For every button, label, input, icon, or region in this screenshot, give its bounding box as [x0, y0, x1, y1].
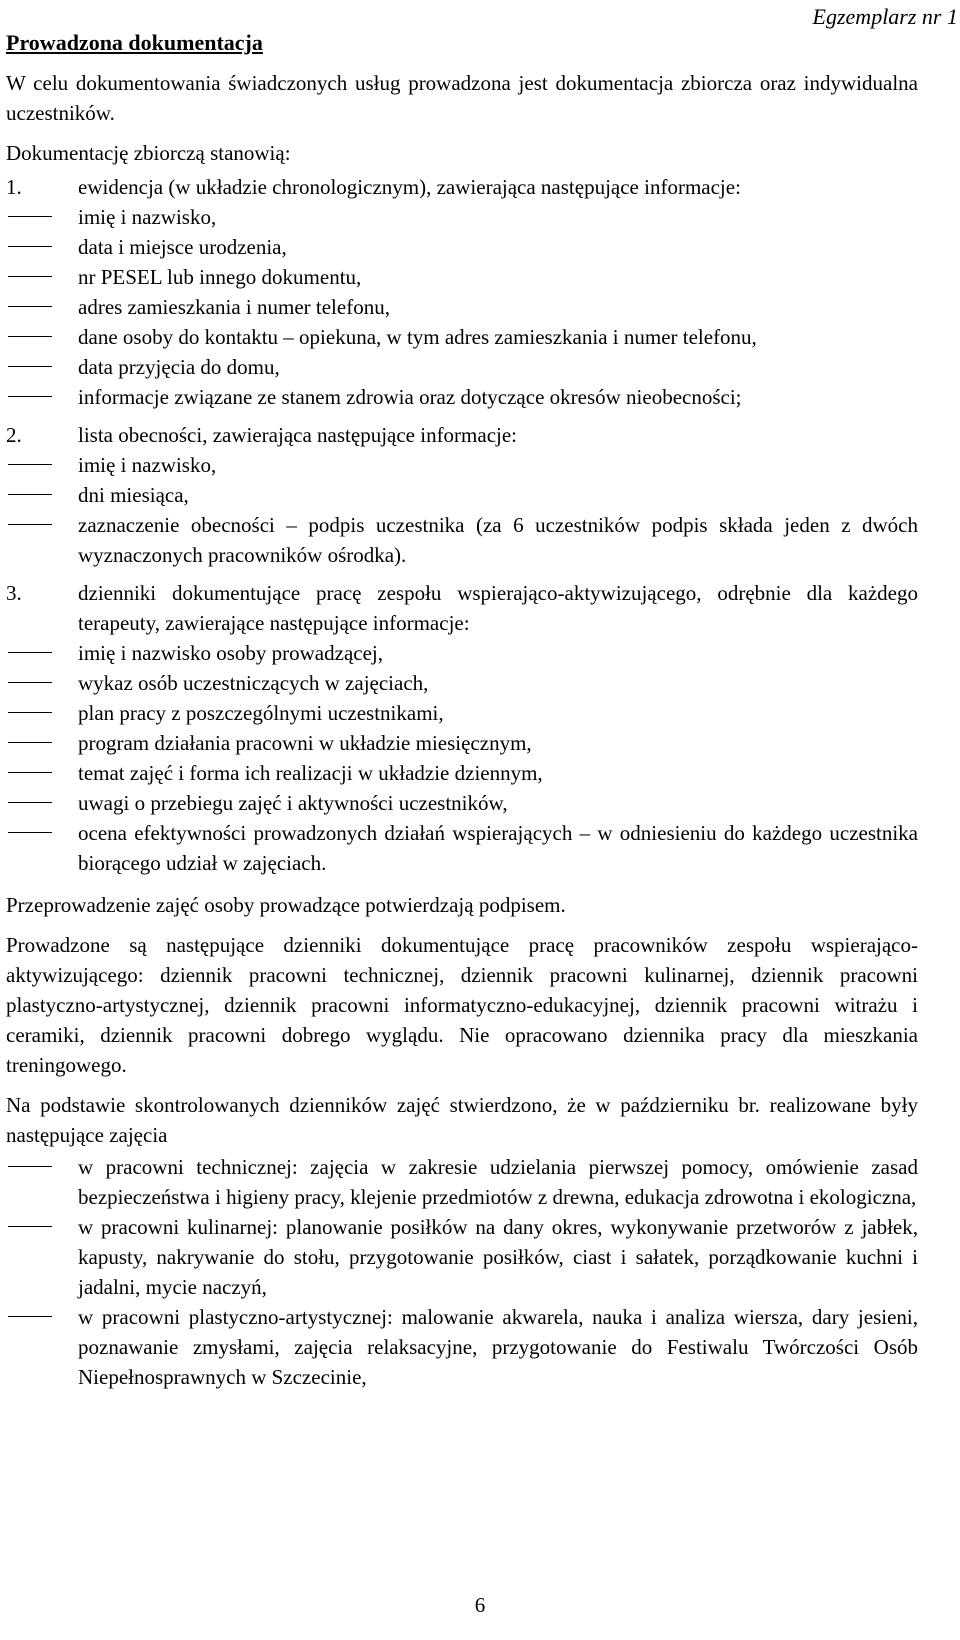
bullet-list-3 — [6, 638, 918, 878]
dash-icon — [8, 246, 52, 247]
list-item: temat zajęć i forma ich realizacji w układzie dziennym, — [6, 758, 918, 788]
dash-icon — [8, 464, 52, 465]
section-heading: Prowadzona dokumentacja — [6, 30, 263, 55]
item-text: ewidencja (w układzie chronologicznym), zawierająca następujące informacje: — [78, 175, 741, 199]
dash-icon — [8, 682, 52, 683]
dash-icon — [8, 1316, 52, 1317]
list-item: data i miejsce urodzenia, — [6, 232, 918, 262]
item-text: lista obecności, zawierająca następujące informacje: — [78, 423, 518, 447]
numbered-item-3 — [6, 578, 918, 638]
item-number: 2. — [6, 423, 22, 447]
list-item: informacje związane ze stanem zdrowia oraz dotyczące okresów nieobecności; — [6, 382, 918, 412]
dash-icon — [8, 712, 52, 713]
list-item: program działania pracowni w układzie miesięcznym, — [6, 728, 918, 758]
dash-icon — [8, 1226, 52, 1227]
list-item: w pracowni plastyczno-artystycznej: malowanie akwarela, nauka i analiza wiersza, dary jesieni, poznawanie zmysłami, zajęcia relaksacyjne, przygotowanie do Festiwalu Twórczości Osób Niepełnosprawnych w Szczecinie, — [6, 1302, 918, 1392]
checked-paragraph: Na podstawie skontrolowanych dzienników zajęć stwierdzono, że w październiku br. realizowane były następujące zajęcia — [6, 1093, 918, 1147]
bullet-list-2 — [6, 450, 918, 570]
dash-icon — [8, 832, 52, 833]
list-item: data przyjęcia do domu, — [6, 352, 918, 382]
item-number: 1. — [6, 175, 22, 199]
collective-label: Dokumentację zbiorczą stanowią: — [6, 141, 291, 165]
list-item: uwagi o przebiegu zajęć i aktywności uczestników, — [6, 788, 918, 818]
item-number: 3. — [6, 581, 22, 605]
dash-icon — [8, 1166, 52, 1167]
list-item: imię i nazwisko, — [6, 202, 918, 232]
list-item: adres zamieszkania i numer telefonu, — [6, 292, 918, 322]
numbered-list — [6, 172, 918, 878]
dash-icon — [8, 216, 52, 217]
journals-paragraph: Prowadzone są następujące dzienniki dokumentujące pracę pracowników zespołu wspierająco-aktywizującego: dziennik pracowni technicznej, dziennik pracowni kulinarnej, dziennik pracowni plastyczno-artystycznej, dziennik pracowni informatyczno-edukacyjnej, dziennik pracowni witrażu i ceramiki, dziennik pracowni dobrego wyglądu. Nie opracowano dziennika pracy dla mieszkania treningowego. — [6, 933, 918, 1077]
dash-icon — [8, 524, 52, 525]
dash-icon — [8, 276, 52, 277]
signature-paragraph: Przeprowadzenie zajęć osoby prowadzące potwierdzają podpisem. — [6, 893, 566, 917]
list-item: imię i nazwisko osoby prowadzącej, — [6, 638, 918, 668]
document-page — [6, 0, 918, 1392]
dash-icon — [8, 336, 52, 337]
dash-icon — [8, 742, 52, 743]
dash-icon — [8, 396, 52, 397]
numbered-item-1 — [6, 172, 918, 202]
intro-paragraph: W celu dokumentowania świadczonych usług prowadzona jest dokumentacja zbiorcza oraz indywidualna uczestników. — [6, 71, 918, 125]
copy-label: Egzemplarz nr 1 — [812, 4, 958, 29]
dash-icon — [8, 772, 52, 773]
list-item: imię i nazwisko, — [6, 450, 918, 480]
dash-icon — [8, 494, 52, 495]
numbered-item-2 — [6, 420, 918, 450]
list-item: w pracowni kulinarnej: planowanie posiłków na dany okres, wykonywanie przetworów z jabłek, kapusty, nakrywanie do stołu, przygotowanie posiłków, ciast i sałatek, porządkowanie kuchni i jadalni, mycie naczyń, — [6, 1212, 918, 1302]
list-item: ocena efektywności prowadzonych działań wspierających – w odniesieniu do każdego uczestnika biorącego udział w zajęciach. — [6, 818, 918, 878]
dash-icon — [8, 366, 52, 367]
item-text: dzienniki dokumentujące pracę zespołu wspierająco-aktywizującego, odrębnie dla każdego terapeuty, zawierające następujące informacje: — [78, 581, 918, 635]
dash-icon — [8, 802, 52, 803]
list-item: wykaz osób uczestniczących w zajęciach, — [6, 668, 918, 698]
dash-icon — [8, 652, 52, 653]
list-item: dni miesiąca, — [6, 480, 918, 510]
dash-icon — [8, 306, 52, 307]
list-item: plan pracy z poszczególnymi uczestnikami, — [6, 698, 918, 728]
list-item: zaznaczenie obecności – podpis uczestnika (za 6 uczestników podpis składa jeden z dwóch wyznaczonych pracowników ośrodka). — [6, 510, 918, 570]
list-item: nr PESEL lub innego dokumentu, — [6, 262, 918, 292]
activities-list — [6, 1152, 918, 1392]
bullet-list-1 — [6, 202, 918, 412]
list-item: w pracowni technicznej: zajęcia w zakresie udzielania pierwszej pomocy, omówienie zasad bezpieczeństwa i higieny pracy, klejenie przedmiotów z drewna, edukacja zdrowotna i ekologiczna, — [6, 1152, 918, 1212]
list-item: dane osoby do kontaktu – opiekuna, w tym adres zamieszkania i numer telefonu, — [6, 322, 918, 352]
page-number: 6 — [474, 1593, 486, 1617]
